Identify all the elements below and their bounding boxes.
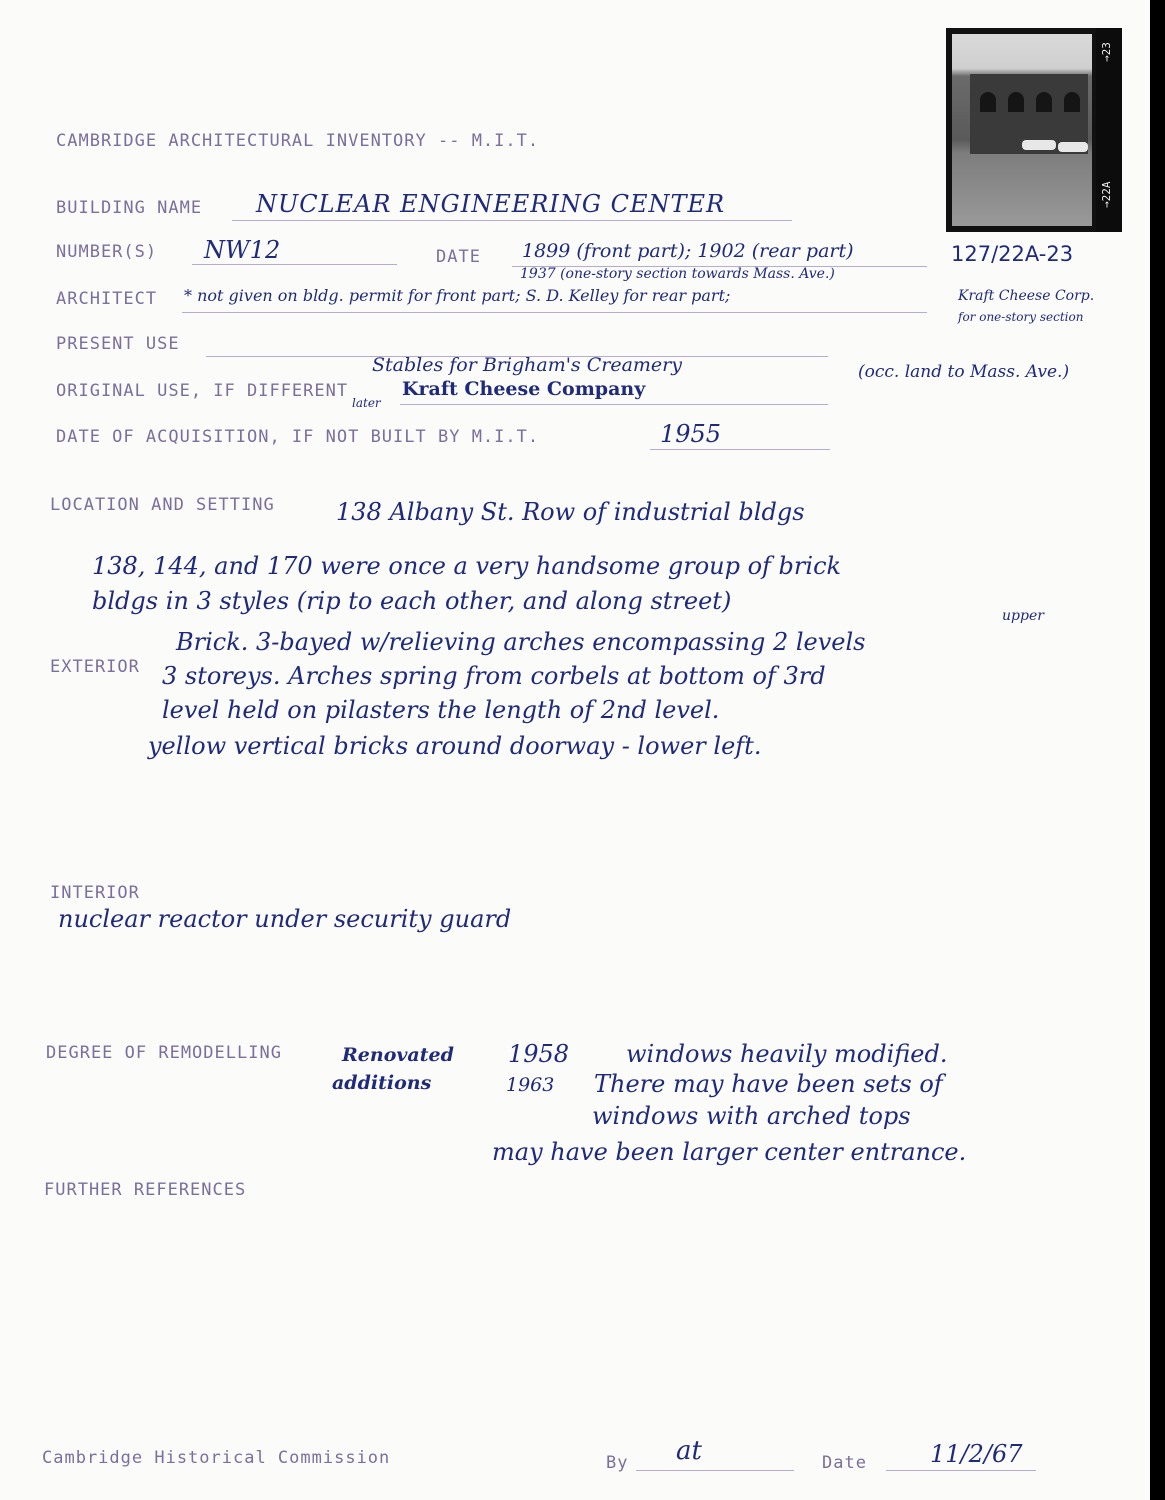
remodel-note-2: There may have been sets of <box>594 1070 943 1098</box>
label-remodelling: DEGREE OF REMODELLING <box>46 1043 282 1063</box>
date-value-line2: 1937 (one-story section towards Mass. Ave.) <box>520 266 835 282</box>
photo-frame <box>952 34 1092 226</box>
numbers-rule <box>192 264 397 265</box>
date-acquisition-rule <box>650 449 830 450</box>
form-title: CAMBRIDGE ARCHITECTURAL INVENTORY -- M.I.T. <box>56 131 540 151</box>
original-use-later: later <box>352 396 381 410</box>
label-exterior: EXTERIOR <box>50 657 140 677</box>
label-date-acquisition: DATE OF ACQUISITION, IF NOT BUILT BY M.I.T. <box>56 427 540 447</box>
building-name-value: NUCLEAR ENGINEERING CENTER <box>256 190 726 218</box>
scan-edge <box>1150 0 1165 1500</box>
label-numbers: NUMBER(S) <box>56 242 158 262</box>
footer-date-rule <box>886 1470 1036 1471</box>
label-present-use: PRESENT USE <box>56 334 180 354</box>
exterior-line-1: Brick. 3-bayed w/relieving arches encompassing 2 levels <box>176 628 866 656</box>
location-line-2: 138, 144, and 170 were once a very handsome group of brick <box>92 552 842 580</box>
label-building-name: BUILDING NAME <box>56 198 203 218</box>
footer-by-signature: at <box>676 1436 702 1466</box>
original-use-note: (occ. land to Mass. Ave.) <box>858 362 1070 382</box>
photo-window <box>1008 92 1024 112</box>
label-references: FURTHER REFERENCES <box>44 1180 247 1200</box>
remodel-note-3: windows with arched tops <box>592 1102 911 1130</box>
film-frame-label-top: →23 <box>1100 42 1113 62</box>
film-strip <box>1096 28 1122 232</box>
footer-by-label: By <box>606 1453 629 1473</box>
architect-extra-1: Kraft Cheese Corp. <box>958 288 1095 304</box>
label-interior: INTERIOR <box>50 883 140 903</box>
original-use-value-2: Kraft Cheese Company <box>402 378 646 400</box>
architect-extra-2: for one-story section <box>958 310 1084 324</box>
label-date: DATE <box>436 247 481 267</box>
label-location: LOCATION AND SETTING <box>50 495 275 515</box>
building-name-rule <box>232 220 792 221</box>
remodel-note-1: windows heavily modified. <box>626 1040 948 1068</box>
label-architect: ARCHITECT <box>56 289 158 309</box>
label-original-use: ORIGINAL USE, IF DIFFERENT <box>56 381 349 401</box>
photo-car <box>1058 142 1088 152</box>
exterior-upper: upper <box>1002 608 1044 624</box>
remodel-label-2: additions <box>332 1072 432 1094</box>
remodel-note-4: may have been larger center entrance. <box>492 1138 967 1166</box>
footer-date-label: Date <box>822 1453 867 1473</box>
exterior-line-3: level held on pilasters the length of 2nd level. <box>162 696 720 724</box>
footer-commission: Cambridge Historical Commission <box>42 1448 391 1468</box>
photo-car <box>1022 140 1056 150</box>
location-line-3: bldgs in 3 styles (rip to each other, and along street) <box>92 587 732 615</box>
date-acquisition-value: 1955 <box>660 420 722 448</box>
photo-window <box>1036 92 1052 112</box>
photo-window <box>1064 92 1080 112</box>
architect-rule <box>182 312 927 313</box>
exterior-line-4: yellow vertical bricks around doorway - lower left. <box>148 732 762 760</box>
footer-by-rule <box>636 1470 794 1471</box>
remodel-year-1: 1958 <box>508 1040 570 1068</box>
original-use-value-1: Stables for Brigham's Creamery <box>372 354 682 376</box>
numbers-value: NW12 <box>204 236 281 264</box>
date-value-line1: 1899 (front part); 1902 (rear part) <box>522 240 854 262</box>
location-line-1: 138 Albany St. Row of industrial bldgs <box>336 498 805 526</box>
exterior-line-2: 3 storeys. Arches spring from corbels at bottom of 3rd <box>162 662 826 690</box>
building-photo <box>946 28 1122 232</box>
film-frame-label-bottom: →22A <box>1100 181 1113 208</box>
original-use-rule <box>400 404 828 405</box>
photo-window <box>980 92 996 112</box>
remodel-year-2: 1963 <box>506 1074 555 1096</box>
remodel-label-1: Renovated <box>342 1044 454 1066</box>
interior-line-1: nuclear reactor under security guard <box>58 905 512 933</box>
architect-value: * not given on bldg. permit for front part; S. D. Kelley for rear part; <box>184 286 731 305</box>
photo-reference: 127/22A-23 <box>951 242 1074 266</box>
footer-date-value: 11/2/67 <box>930 1440 1023 1468</box>
